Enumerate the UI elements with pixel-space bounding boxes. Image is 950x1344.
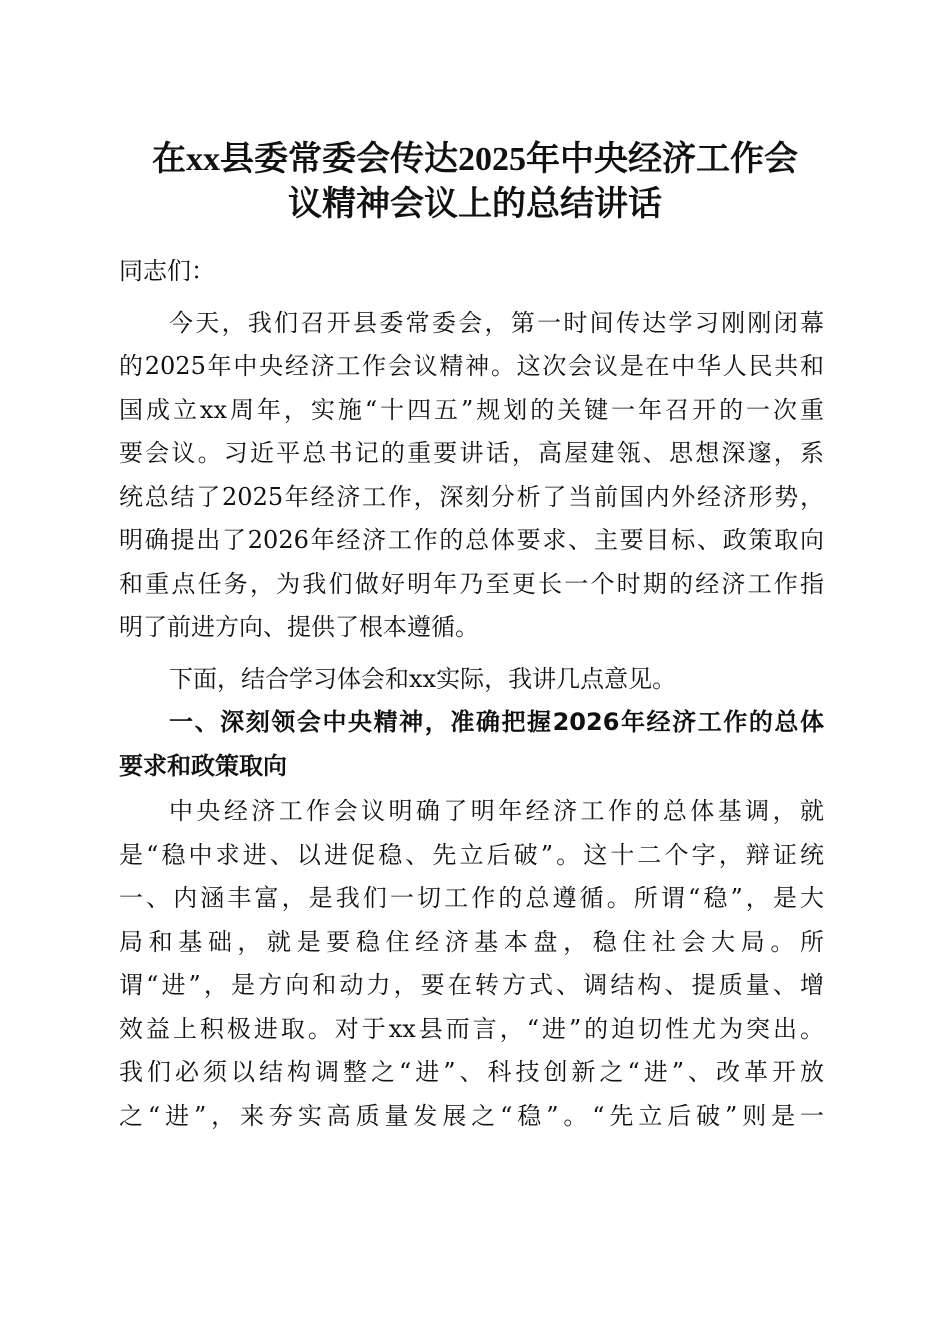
text-line: 之“进”，来夯实高质量发展之“稳”。“先立后破”则是一 [119,1101,824,1130]
text-line: 明了前进方向、提供了根本遵循。 [119,613,479,641]
text-line: 局和基础，就是要稳住经济基本盘，稳住社会大局。所 [119,927,824,956]
text-line: 一、内涵丰富，是我们一切工作的总遵循。所谓“稳”，是大 [119,884,824,912]
heading-line: 一、深刻领会中央精神，准确把握2026年经济工作的总体 [169,708,824,736]
text-line: 和重点任务，为我们做好明年乃至更长一个时期的经济工作指 [119,569,824,598]
paragraph [119,302,824,650]
text-line: 国成立xx周年，实施“十四五”规划的关键一年召开的一次重 [119,395,824,424]
text-line: 谓“进”，是方向和动力，要在转方式、调结构、提质量、增 [119,971,824,999]
text-line: 我们必须以结构调整之“进”、科技创新之“进”、改革开放 [119,1058,824,1086]
text-line: 的2025年中央经济工作会议精神。这次会议是在中华人民共和 [119,352,824,380]
text-line: 中央经济工作会议明确了明年经济工作的总体基调，就 [169,797,824,825]
salutation: 同志们： [119,257,215,285]
document-title [0,137,950,227]
title-line: 议精神会议上的总结讲话 [288,186,662,223]
paragraph: 下面，结合学习体会和xx实际，我讲几点意见。 [169,664,677,693]
section-heading [119,701,824,788]
heading-line: 要求和政策取向 [119,751,287,780]
text-line: 明确提出了2026年经济工作的总体要求、主要目标、政策取向 [119,526,824,554]
title-line: 在xx县委常委会传达2025年中央经济工作会 [152,141,798,178]
document-body [119,250,824,1138]
text-line: 今天，我们召开县委常委会，第一时间传达学习刚刚闭幕 [169,308,824,337]
text-line: 要会议。习近平总书记的重要讲话，高屋建瓴、思想深邃，系 [119,439,824,467]
paragraph [119,790,824,1138]
text-line: 统总结了2025年经济工作，深刻分析了当前国内外经济形势， [119,482,824,511]
text-line: 是“稳中求进、以进促稳、先立后破”。这十二个字，辩证统 [119,840,824,869]
text-line: 效益上积极进取。对于xx县而言，“进”的迫切性尤为突出。 [119,1014,824,1043]
